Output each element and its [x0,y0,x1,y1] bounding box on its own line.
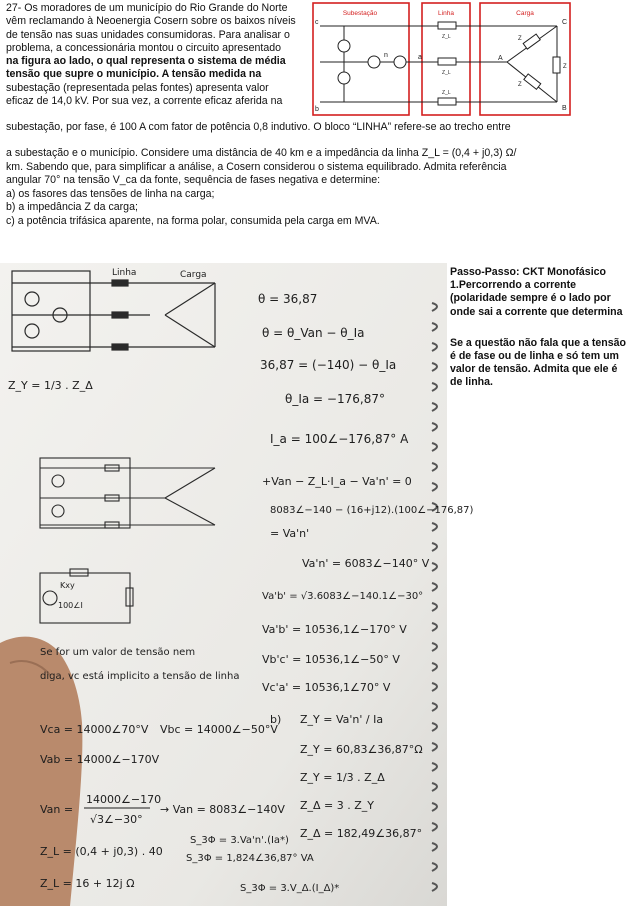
problem-intro-line: tensão que supre o município. A tensão medida na [6,68,262,81]
hw-vab-prime: Va'b' = 10536,1∠−170° V [262,623,407,636]
hw-s3-val: S_3Φ = 1,824∠36,87° VA [186,853,314,864]
problem-question-a: a) os fasores das tensões de linha na carga; [6,187,215,200]
node-A: A [498,55,503,62]
sketch-current: 100∠I [58,601,83,610]
source-b [338,72,350,84]
node-b: b [315,106,319,113]
problem-question-b: b) a impedância Z da carga; [6,201,138,213]
source-c [338,40,350,52]
node-n: n [384,52,388,59]
problem-intro-line: vêm reclamando à Neoenergia Cosern sobre os baixos níveis [6,15,296,28]
hw-s3-bottom: S_3Φ = 3.V_Δ.(I_Δ)* [240,883,340,894]
sketch-line-label: Linha [112,268,137,278]
notes-step-1: 1.Percorrendo a corrente (polaridade sempre é o lado por onde sai a corrente que determina [450,279,623,318]
hw-kvl-num: 8083∠−140 − (16+j12).(100∠−176,87) [270,505,474,516]
notes-tip: Se a questão não fala que a tensão é de fase ou de linha e só tem um valor de tensão. Admita que ele é de linha. [450,336,627,389]
hw-vab: Vab = 14000∠−170V [40,753,160,766]
sketch-load-label: Carga [180,270,207,280]
problem-body-line: a subestação e o município. Considere uma distância de 40 km e a impedância da linha Z_L = (0,4 + j0,3) Ω/ [6,147,517,159]
hw-theta-calc: 36,87 = (−140) − θ_Ia [260,358,397,372]
problem-question-c: c) a potência trifásica aparente, na forma polar, consumida pela carga em MVA. [6,214,380,227]
zl-label: Z_L [442,70,451,76]
line-label: Linha [438,10,454,17]
hw-van-num: 14000∠−170 [86,793,162,806]
zl-resistor-a [438,58,456,65]
problem-body-line: km. Sabendo que, para simplificar a análise, a Cosern considerou o sistema equilibrado. Admita referência [6,160,507,173]
source-a2 [394,56,406,68]
hw-theta-ia: θ_Ia = −176,87° [285,392,385,406]
problem-statement-body [6,147,626,228]
problem-intro-line: subestação (representada pelas fontes) apresenta valor [6,81,269,94]
problem-intro-line: 27- Os moradores de um município do Rio Grande do Norte [6,2,288,14]
hw-zl-res: Z_L = 16 + 12j Ω [40,877,135,890]
notes-title [450,266,630,319]
load-z-ca [523,34,540,49]
load-label: Carga [516,10,534,17]
node-B: B [562,105,567,112]
zl-label: Z_L [442,34,451,40]
hw-zy-def: Z_Y = Va'n' / Ia [300,713,384,726]
problem-full-line: subestação, por fase, é 100 A com fator de potência 0,8 indutivo. O bloco “LINHA” refere-se ao trecho entre [6,121,511,133]
problem-statement-intro [6,2,308,108]
problem-intro-line: de tensão nas suas unidades consumidoras. Para analisar o [6,28,290,41]
zl-resistor-b [438,98,456,105]
hw-theta: θ = 36,87 [258,292,318,306]
problem-body-line: angular 70° na tensão V_ca da fonte, sequência de fases negativa e determine: [6,174,381,186]
hw-kvl: +Van − Z_L·I_a − Va'n' = 0 [262,475,412,488]
hw-current: I_a = 100∠−176,87° A [270,432,409,446]
zl-label: Z_L [442,90,451,96]
problem-intro-line: problema, a concessionária montou o circuito apresentado [6,41,282,54]
hw-s3: S_3Φ = 3.Va'n'.(Ia*) [190,835,289,846]
hw-vbc: Vbc = 14000∠−50°V [160,723,278,736]
hw-van-den: √3∠−30° [90,813,143,826]
hw-note-line: Se for um valor de tensão nem [40,647,196,658]
hw-zy-rel: Z_Y = 1/3 . Z_Δ [300,771,385,784]
node-a: a [418,54,422,61]
node-C: C [562,19,568,26]
hw-vca: Vca = 14000∠70°V [40,723,149,736]
hw-part-b: b) [270,713,282,726]
hw-zl-calc: Z_L = (0,4 + j0,3) . 40 [40,845,163,858]
hw-left-note: Z_Y = 1/3 . Z_Δ [8,379,93,392]
zl-resistor-c [438,22,456,29]
hw-vab-prime-calc: Va'b' = √3.6083∠−140.1∠−30° [262,591,424,602]
z-label: Z [563,64,567,70]
hw-zd-val: Z_Δ = 182,49∠36,87° [300,827,423,840]
hw-zd-def: Z_Δ = 3 . Z_Y [300,799,375,812]
node-c: c [315,19,319,26]
load-z-bc [553,57,560,73]
z-label: Z [518,36,522,42]
step-notes [450,266,630,402]
hw-van-res: → Van = 8083∠−140V [160,803,285,816]
problem-intro-line: eficaz de 14,0 kV. Por sua vez, a corrente eficaz aferida na [6,95,283,108]
z-label: Z [518,82,522,88]
hw-zy-val: Z_Y = 60,83∠36,87°Ω [300,743,423,756]
problem-intro-line: na figura ao lado, o qual representa o sistema de média [6,55,286,68]
hw-note-line2: diga, vc está implicito a tensão de linha [40,671,240,682]
hw-van-label: Van = [40,803,74,816]
hw-theta-def: θ = θ_Van − θ_Ia [262,326,365,340]
hw-vbc-prime: Vb'c' = 10536,1∠−50° V [262,653,400,666]
load-z-ab [524,74,541,89]
sketch-kxy: Kxy [60,581,75,590]
source-a [368,56,380,68]
notes-title-text: Passo-Passo: CKT Monofásico [450,266,606,278]
handwritten-solution-photo [0,263,474,906]
hw-kvl-res: = Va'n' [270,527,310,540]
substation-label: Subestação [342,10,378,17]
hw-vca-prime: Vc'a' = 10536,1∠70° V [262,681,391,694]
circuit-diagram [312,2,630,120]
hw-van-prime: Va'n' = 6083∠−140° V [302,557,430,570]
